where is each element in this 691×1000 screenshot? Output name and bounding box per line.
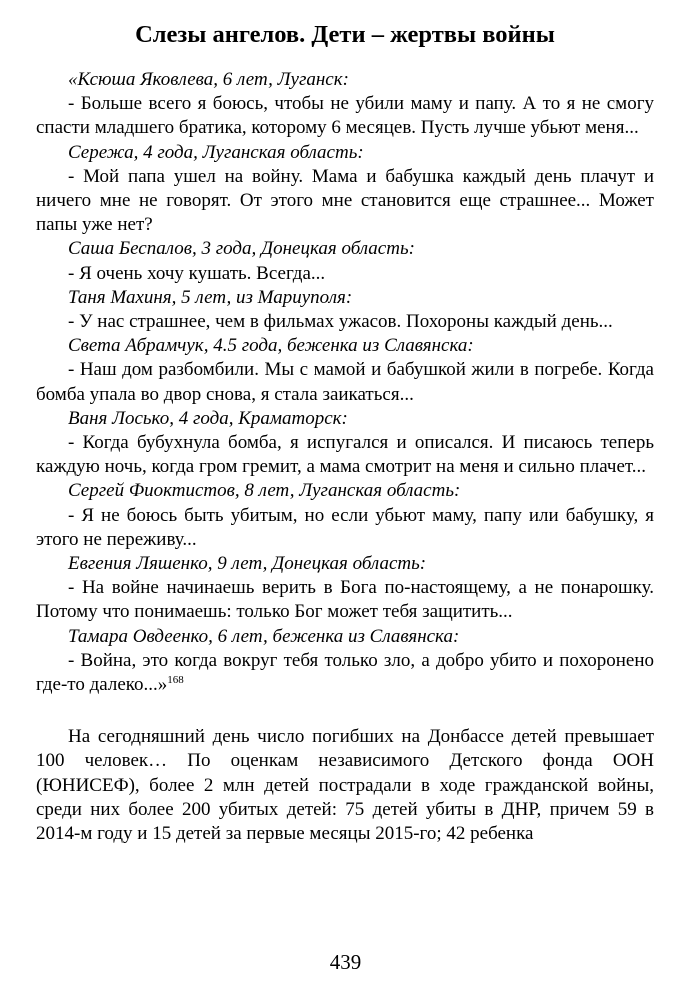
quote-text: - Мой папа ушел на войну. Мама и бабушка каждый день плачут и ничего мне не говорят. От этого мне становится еще страшнее... Может папы уже нет? — [36, 165, 654, 236]
quote-attribution: Ваня Лосько, 4 года, Краматорск: — [68, 407, 348, 429]
quote-attribution: Света Абрамчук, 4.5 года, беженка из Славянска: — [68, 335, 474, 357]
quotes-block — [36, 68, 654, 697]
page-number: 439 — [329, 950, 362, 974]
quote-text: - На войне начинаешь верить в Бога по-настоящему, а не понарошку. Потому что понимаешь: только Бог может тебя защитить... — [36, 577, 654, 623]
quote-text-last — [36, 649, 654, 697]
quote-text-last-body: - Война, это когда вокруг тебя только зло, а добро убито и похоронено где-то далеко...» — [36, 649, 654, 696]
quote-attribution: Сережа, 4 года, Луганская область: — [68, 141, 364, 163]
section-gap — [36, 697, 654, 725]
quote-text: - Когда бубухнула бомба, я испугался и описался. И писаюсь теперь каждую ночь, когда гром гремит, а мама смотрит на меня и сильно плачет... — [36, 432, 654, 478]
body-paragraph: На сегодняшний день число погибших на Донбассе детей превышает 100 человек… По оценкам независимого Детского фонда ООН (ЮНИСЕФ), более 2 млн детей пострадали в ходе гражданской войны, среди них более 200 убитых детей: 75 детей убиты в ДНР, причем 59 в 2014-м году и 15 детей за первые месяцы 2015-го; 42 ребенка — [36, 726, 654, 845]
chapter-title: Слезы ангелов. Дети – жертвы войны — [135, 21, 555, 48]
page-content — [36, 18, 654, 846]
quote-text: - Я не боюсь быть убитым, но если убьют маму, папу или бабушку, я этого не переживу... — [36, 504, 654, 550]
quote-attribution: Тамара Овдеенко, 6 лет, беженка из Славянска: — [68, 625, 460, 647]
quote-attribution: Сергей Фиоктистов, 8 лет, Луганская область: — [68, 480, 461, 502]
quote-text: - Я очень хочу кушать. Всегда... — [68, 262, 326, 284]
quote-text: - Наш дом разбомбили. Мы с мамой и бабушкой жили в погребе. Когда бомба упала во двор снова, я стала заикаться... — [36, 359, 654, 405]
quote-attribution: Таня Махиня, 5 лет, из Мариуполя: — [68, 286, 353, 308]
quote-attribution: Евгения Ляшенко, 9 лет, Донецкая область: — [68, 553, 427, 575]
footnote-reference: 168 — [167, 674, 184, 687]
quote-attribution: Саша Беспалов, 3 года, Донецкая область: — [68, 238, 415, 260]
quote-text: - Больше всего я боюсь, чтобы не убили маму и папу. А то я не смогу спасти младшего братика, которому 6 месяцев. Пусть лучше убьют меня... — [36, 93, 654, 139]
quote-text: - У нас страшнее, чем в фильмах ужасов. Похороны каждый день... — [68, 311, 613, 333]
quote-attribution: «Ксюша Яковлева, 6 лет, Луганск: — [68, 69, 349, 90]
